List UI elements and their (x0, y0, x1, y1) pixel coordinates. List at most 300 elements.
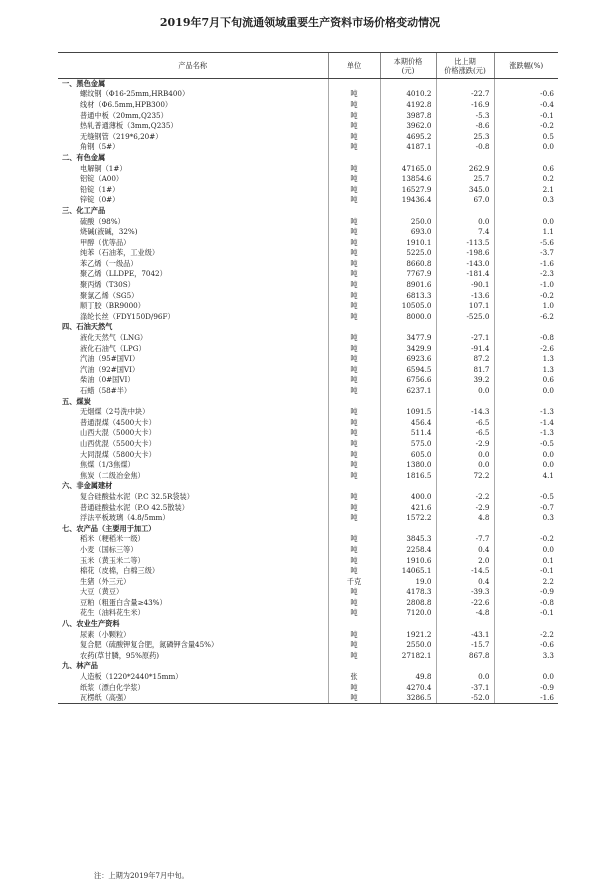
unit-cell: 吨 (328, 492, 380, 503)
price-cell: 2258.4 (380, 545, 436, 556)
pct-cell: -1.3 (494, 428, 558, 439)
unit-cell: 吨 (328, 682, 380, 693)
change-cell: -39.3 (436, 587, 494, 598)
change-cell: -198.6 (436, 248, 494, 259)
unit-cell: 吨 (328, 587, 380, 598)
table-row (58, 439, 558, 450)
pct-cell: -1.6 (494, 693, 558, 704)
pct-cell: -0.2 (494, 121, 558, 132)
price-cell: 6237.1 (380, 386, 436, 397)
product-name-cell: 豆粕（粗蛋白含量≥43%） (80, 597, 167, 607)
table-row (58, 163, 558, 174)
table-row (58, 545, 558, 556)
pct-cell: -1.3 (494, 407, 558, 418)
product-name-cell: 六、非金属建材 (62, 481, 113, 491)
table-row (58, 131, 558, 142)
change-cell: 0.0 (436, 672, 494, 683)
product-name-cell: 大豆（黄豆） (80, 587, 124, 597)
pct-cell (494, 396, 558, 407)
product-name-cell: 无烟煤（2号洗中块） (80, 407, 150, 417)
change-cell: -22.7 (436, 89, 494, 100)
pct-cell: 2.1 (494, 184, 558, 195)
table-row (58, 100, 558, 111)
price-cell: 14065.1 (380, 566, 436, 577)
pct-cell: 3.3 (494, 651, 558, 662)
unit-cell (328, 396, 380, 407)
product-name-cell: 聚丙烯（T30S） (80, 280, 135, 290)
pct-cell: -0.8 (494, 333, 558, 344)
product-name-cell: 复合硅酸盐水泥（P.C 32.5R袋装） (80, 491, 194, 501)
table-row (58, 301, 558, 312)
table-header-row (58, 53, 558, 79)
price-cell: 8660.8 (380, 259, 436, 270)
pct-cell (494, 79, 558, 90)
table-row (58, 598, 558, 609)
header-pct: 涨跌幅(%) (494, 53, 558, 79)
price-cell: 1910.6 (380, 555, 436, 566)
price-cell: 6756.6 (380, 375, 436, 386)
product-name-cell: 液化天然气（LNG） (80, 333, 148, 343)
unit-cell (328, 619, 380, 630)
product-name-cell: 一、黑色金属 (62, 79, 106, 89)
unit-cell (328, 322, 380, 333)
product-name-cell: 顺丁胶（BR9000） (80, 301, 145, 311)
pct-cell: 0.1 (494, 555, 558, 566)
product-name-cell: 角钢（5#） (80, 142, 120, 152)
change-cell: 262.9 (436, 163, 494, 174)
unit-cell: 吨 (328, 312, 380, 323)
product-name-cell: 四、石油天然气 (62, 322, 113, 332)
change-cell: -43.1 (436, 629, 494, 640)
pct-cell: -0.5 (494, 492, 558, 503)
change-cell (436, 153, 494, 164)
product-name-cell: 热轧普通薄板（3mm,Q235） (80, 121, 178, 131)
table-row (58, 640, 558, 651)
price-cell: 456.4 (380, 418, 436, 429)
pct-cell: -1.4 (494, 418, 558, 429)
change-cell (436, 322, 494, 333)
price-cell: 47165.0 (380, 163, 436, 174)
table-row (58, 89, 558, 100)
pct-cell: 0.0 (494, 460, 558, 471)
product-name-cell: 螺纹钢（Φ16-25mm,HRB400） (80, 89, 190, 99)
change-cell: 0.0 (436, 386, 494, 397)
unit-cell (328, 153, 380, 164)
table-row (58, 418, 558, 429)
table-row (58, 216, 558, 227)
product-name-cell: 八、农业生产资料 (62, 619, 120, 629)
unit-cell: 吨 (328, 449, 380, 460)
price-cell: 6923.6 (380, 354, 436, 365)
pct-cell: -0.2 (494, 290, 558, 301)
unit-cell: 吨 (328, 142, 380, 153)
change-cell (436, 481, 494, 492)
product-name-cell: 二、有色金属 (62, 152, 106, 162)
table-row (58, 290, 558, 301)
unit-cell: 吨 (328, 513, 380, 524)
unit-cell: 吨 (328, 343, 380, 354)
table-row (58, 672, 558, 683)
price-cell (380, 396, 436, 407)
pct-cell: 0.0 (494, 216, 558, 227)
unit-cell: 吨 (328, 184, 380, 195)
category-row (58, 619, 558, 630)
table-row (58, 502, 558, 513)
price-cell: 1910.1 (380, 237, 436, 248)
price-cell (380, 322, 436, 333)
unit-cell: 吨 (328, 121, 380, 132)
unit-cell: 吨 (328, 354, 380, 365)
product-name-cell: 涤纶长丝（FDY150D/96F） (80, 311, 175, 321)
pct-cell: 2.2 (494, 576, 558, 587)
pct-cell (494, 523, 558, 534)
change-cell (436, 79, 494, 90)
unit-cell: 吨 (328, 365, 380, 376)
table-row (58, 693, 558, 704)
unit-cell: 吨 (328, 534, 380, 545)
unit-cell: 吨 (328, 174, 380, 185)
table-row (58, 184, 558, 195)
change-cell (436, 619, 494, 630)
pct-cell: -2.6 (494, 343, 558, 354)
table-row (58, 312, 558, 323)
product-name-cell: 五、煤炭 (62, 396, 91, 406)
table-row (58, 492, 558, 503)
unit-cell: 吨 (328, 248, 380, 259)
pct-cell: 1.1 (494, 227, 558, 238)
table-row (58, 174, 558, 185)
price-cell: 3429.9 (380, 343, 436, 354)
product-name-cell: 生猪（外三元） (80, 576, 131, 586)
product-name-cell: 尿素（小颗粒） (80, 629, 131, 639)
change-cell: -2.9 (436, 502, 494, 513)
table-row (58, 354, 558, 365)
price-cell (380, 661, 436, 672)
pct-cell: 1.3 (494, 354, 558, 365)
product-name-cell: 液化石油气（LPG） (80, 343, 146, 353)
table-row (58, 142, 558, 153)
change-cell: -14.3 (436, 407, 494, 418)
change-cell: 0.0 (436, 460, 494, 471)
table-row (58, 608, 558, 619)
price-cell: 6813.3 (380, 290, 436, 301)
table-row (58, 110, 558, 121)
change-cell: -90.1 (436, 280, 494, 291)
pct-cell: 0.0 (494, 545, 558, 556)
price-cell (380, 206, 436, 217)
change-cell: 0.0 (436, 449, 494, 460)
unit-cell: 吨 (328, 301, 380, 312)
change-cell: 4.8 (436, 513, 494, 524)
price-cell: 4695.2 (380, 131, 436, 142)
change-cell: -91.4 (436, 343, 494, 354)
table-row (58, 651, 558, 662)
change-cell: -4.8 (436, 608, 494, 619)
price-cell: 1091.5 (380, 407, 436, 418)
unit-cell: 吨 (328, 110, 380, 121)
price-cell: 421.6 (380, 502, 436, 513)
change-cell: 87.2 (436, 354, 494, 365)
change-cell: -525.0 (436, 312, 494, 323)
change-cell: 81.7 (436, 365, 494, 376)
pct-cell: -1.6 (494, 259, 558, 270)
pct-cell: -6.2 (494, 312, 558, 323)
pct-cell: -0.7 (494, 502, 558, 513)
table-row (58, 386, 558, 397)
table-row (58, 576, 558, 587)
price-cell: 4010.2 (380, 89, 436, 100)
price-cell: 605.0 (380, 449, 436, 460)
product-name-cell: 焦煤（1/3焦煤） (80, 460, 135, 470)
change-cell: -6.5 (436, 428, 494, 439)
pct-cell: -0.9 (494, 587, 558, 598)
unit-cell (328, 523, 380, 534)
pct-cell: 0.6 (494, 375, 558, 386)
price-cell: 3962.0 (380, 121, 436, 132)
product-name-cell: 汽油（92#国VI） (80, 364, 140, 374)
pct-cell: 0.3 (494, 513, 558, 524)
change-cell: -22.6 (436, 598, 494, 609)
product-name-cell: 人造板（1220*2440*15mm） (80, 672, 183, 682)
change-cell: -52.0 (436, 693, 494, 704)
price-cell (380, 153, 436, 164)
unit-cell: 吨 (328, 598, 380, 609)
unit-cell: 吨 (328, 89, 380, 100)
price-table (58, 52, 558, 704)
category-row (58, 153, 558, 164)
price-cell: 575.0 (380, 439, 436, 450)
price-cell: 19.0 (380, 576, 436, 587)
unit-cell: 吨 (328, 460, 380, 471)
product-name-cell: 浮法平板玻璃（4.8/5mm） (80, 513, 170, 523)
pct-cell: 0.3 (494, 195, 558, 206)
table-row (58, 566, 558, 577)
table-row (58, 195, 558, 206)
pct-cell: -3.7 (494, 248, 558, 259)
pct-cell: -0.8 (494, 598, 558, 609)
price-cell: 4192.8 (380, 100, 436, 111)
pct-cell (494, 661, 558, 672)
unit-cell: 吨 (328, 640, 380, 651)
product-name-cell: 大同混煤（5800大卡） (80, 449, 156, 459)
pct-cell: -0.1 (494, 110, 558, 121)
unit-cell (328, 79, 380, 90)
table-row (58, 513, 558, 524)
product-name-cell: 线材（Φ6.5mm,HPB300） (80, 99, 173, 109)
header-price: 本期价格 (元) (380, 53, 436, 79)
pct-cell (494, 153, 558, 164)
product-name-cell: 玉米（黄玉米二等） (80, 555, 145, 565)
change-cell: -0.8 (436, 142, 494, 153)
product-name-cell: 烧碱(液碱，32%) (80, 227, 138, 237)
product-name-cell: 山西大混（5000大卡） (80, 428, 156, 438)
table-row (58, 534, 558, 545)
change-cell: -16.9 (436, 100, 494, 111)
table-body (58, 79, 558, 704)
product-name-cell: 石蜡（58#半） (80, 386, 132, 396)
product-name-cell: 硫酸（98%） (80, 216, 125, 226)
pct-cell: 4.1 (494, 470, 558, 481)
change-cell: 867.8 (436, 651, 494, 662)
unit-cell: 吨 (328, 227, 380, 238)
change-cell: 2.0 (436, 555, 494, 566)
table-row (58, 460, 558, 471)
price-cell: 3987.8 (380, 110, 436, 121)
table-row (58, 269, 558, 280)
table-row (58, 248, 558, 259)
category-row (58, 322, 558, 333)
change-cell: -181.4 (436, 269, 494, 280)
table-row (58, 428, 558, 439)
header-product: 产品名称 (58, 53, 328, 79)
category-row (58, 481, 558, 492)
unit-cell: 千克 (328, 576, 380, 587)
price-cell: 693.0 (380, 227, 436, 238)
pct-cell (494, 619, 558, 630)
pct-cell (494, 206, 558, 217)
unit-cell: 吨 (328, 608, 380, 619)
table-row (58, 121, 558, 132)
table-row (58, 343, 558, 354)
pct-cell: 0.0 (494, 142, 558, 153)
change-cell: 67.0 (436, 195, 494, 206)
product-name-cell: 纯苯（石油苯，工业级） (80, 248, 160, 258)
pct-cell: -0.4 (494, 100, 558, 111)
unit-cell: 吨 (328, 290, 380, 301)
price-cell: 49.8 (380, 672, 436, 683)
product-name-cell: 小麦（国标三等） (80, 544, 138, 554)
price-cell: 1816.5 (380, 470, 436, 481)
pct-cell: -2.3 (494, 269, 558, 280)
unit-cell: 吨 (328, 216, 380, 227)
product-name-cell: 汽油（95#国VI） (80, 354, 140, 364)
change-cell: 72.2 (436, 470, 494, 481)
change-cell (436, 396, 494, 407)
unit-cell: 吨 (328, 651, 380, 662)
unit-cell: 吨 (328, 407, 380, 418)
unit-cell: 吨 (328, 418, 380, 429)
change-cell: 25.3 (436, 131, 494, 142)
unit-cell: 吨 (328, 333, 380, 344)
pct-cell: 1.3 (494, 365, 558, 376)
pct-cell: 1.0 (494, 301, 558, 312)
change-cell: 0.4 (436, 576, 494, 587)
change-cell (436, 206, 494, 217)
price-cell: 1380.0 (380, 460, 436, 471)
price-cell: 3477.9 (380, 333, 436, 344)
change-cell (436, 523, 494, 534)
product-name-cell: 聚乙烯（LLDPE，7042） (80, 269, 167, 279)
price-cell: 250.0 (380, 216, 436, 227)
pct-cell: -0.5 (494, 439, 558, 450)
change-cell: 345.0 (436, 184, 494, 195)
change-cell: 39.2 (436, 375, 494, 386)
unit-cell (328, 661, 380, 672)
pct-cell: -0.6 (494, 640, 558, 651)
change-cell: -6.5 (436, 418, 494, 429)
price-cell: 4270.4 (380, 682, 436, 693)
pct-cell (494, 481, 558, 492)
product-name-cell: 普通混煤（4500大卡） (80, 417, 156, 427)
product-name-cell: 电解铜（1#） (80, 163, 127, 173)
pct-cell: -1.0 (494, 280, 558, 291)
unit-cell: 吨 (328, 693, 380, 704)
page-title: 2019年7月下旬流通领域重要生产资料市场价格变动情况 (159, 16, 441, 29)
price-cell (380, 523, 436, 534)
table-row (58, 587, 558, 598)
change-cell: -27.1 (436, 333, 494, 344)
price-cell: 6594.5 (380, 365, 436, 376)
unit-cell: 吨 (328, 502, 380, 513)
change-cell: -15.7 (436, 640, 494, 651)
table-row (58, 555, 558, 566)
category-row (58, 79, 558, 90)
change-cell: -8.6 (436, 121, 494, 132)
change-cell: -5.3 (436, 110, 494, 121)
price-cell: 1572.2 (380, 513, 436, 524)
change-cell: -113.5 (436, 237, 494, 248)
product-name-cell: 三、化工产品 (62, 205, 106, 215)
category-row (58, 396, 558, 407)
product-name-cell: 九、林产品 (62, 661, 98, 671)
change-cell: -37.1 (436, 682, 494, 693)
table-row (58, 227, 558, 238)
unit-cell: 吨 (328, 195, 380, 206)
table-row (58, 682, 558, 693)
price-cell (380, 619, 436, 630)
unit-cell: 吨 (328, 629, 380, 640)
unit-cell: 吨 (328, 100, 380, 111)
table-row (58, 449, 558, 460)
product-name-cell: 纸浆（漂白化学浆） (80, 682, 145, 692)
table-row (58, 470, 558, 481)
pct-cell: 0.0 (494, 386, 558, 397)
table-row (58, 237, 558, 248)
price-cell: 4178.3 (380, 587, 436, 598)
pct-cell: -0.1 (494, 608, 558, 619)
pct-cell (494, 322, 558, 333)
price-cell: 4187.1 (380, 142, 436, 153)
change-cell: -2.9 (436, 439, 494, 450)
pct-cell: 0.2 (494, 174, 558, 185)
product-name-cell: 焦炭（二级冶金焦） (80, 470, 145, 480)
price-cell: 7120.0 (380, 608, 436, 619)
change-cell: -2.2 (436, 492, 494, 503)
product-name-cell: 复合肥（硫酸钾复合肥，氮磷钾含量45%） (80, 640, 219, 650)
unit-cell: 吨 (328, 566, 380, 577)
change-cell: 107.1 (436, 301, 494, 312)
change-cell: -7.7 (436, 534, 494, 545)
unit-cell: 吨 (328, 131, 380, 142)
unit-cell: 吨 (328, 386, 380, 397)
product-name-cell: 棉花（皮棉，白棉三级） (80, 566, 160, 576)
change-cell: -143.0 (436, 259, 494, 270)
price-cell: 13854.6 (380, 174, 436, 185)
product-name-cell: 苯乙烯（一级品） (80, 258, 138, 268)
unit-cell (328, 481, 380, 492)
unit-cell: 吨 (328, 280, 380, 291)
price-cell: 5225.0 (380, 248, 436, 259)
pct-cell: 0.0 (494, 449, 558, 460)
unit-cell: 吨 (328, 555, 380, 566)
price-cell: 7767.9 (380, 269, 436, 280)
product-name-cell: 普通硅酸盐水泥（P.O 42.5散装） (80, 502, 189, 512)
category-row (58, 206, 558, 217)
category-row (58, 523, 558, 534)
pct-cell: 0.5 (494, 131, 558, 142)
table-row (58, 280, 558, 291)
unit-cell: 吨 (328, 259, 380, 270)
